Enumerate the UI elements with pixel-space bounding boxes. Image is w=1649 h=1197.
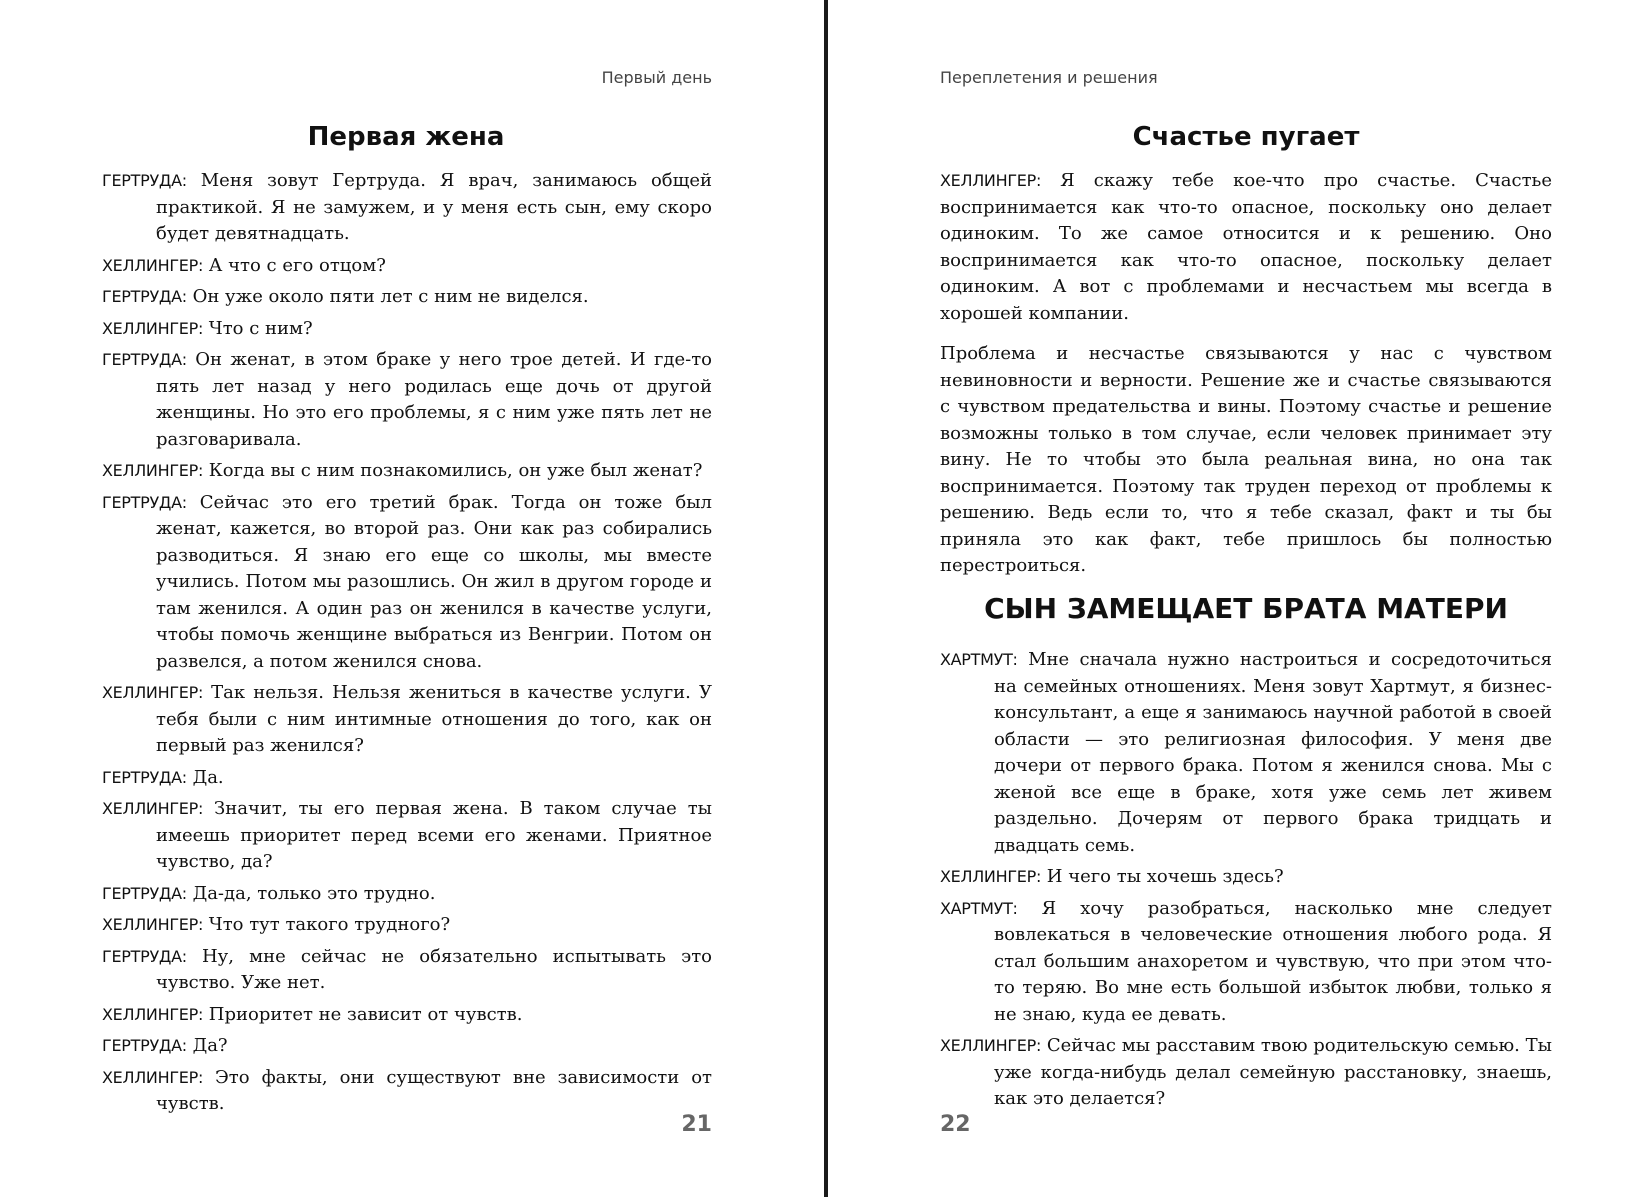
dialogue-line — [102, 1033, 712, 1060]
dialogue-text: Что с ним? — [208, 317, 313, 339]
dialogue-column — [102, 168, 712, 1123]
section-title: СЫН ЗАМЕЩАЕТ БРАТА МАТЕРИ — [984, 592, 1508, 625]
dialogue-line — [102, 680, 712, 760]
speaker-label: ГЕРТРУДА: — [102, 946, 187, 966]
speaker-label: ХЕЛЛИНГЕР: — [940, 867, 1042, 886]
dialogue-line — [102, 168, 712, 248]
dialogue-line — [102, 1002, 712, 1029]
dialogue-text: Это факты, они существуют вне зависимости от чувств. — [156, 1066, 712, 1114]
dialogue-line — [102, 284, 712, 311]
dialogue-text: Меня зовут Гертруда. Я врач, занимаюсь общей практикой. Я не замужем, и у меня есть сын, ему скоро будет девятнадцать. — [156, 170, 712, 244]
chapter-title: Первая жена — [307, 122, 505, 152]
dialogue-text: Сейчас мы расставим твою родительскую семью. Ты уже когда-нибудь делал семейную расстановку, знаешь, как это делается? — [994, 1035, 1552, 1109]
dialogue-line — [102, 316, 712, 343]
dialogue-text: Да? — [192, 1035, 228, 1056]
speaker-label: ХЕЛЛИНГЕР: — [102, 318, 204, 338]
dialogue-text: Мне сначала нужно настроиться и сосредоточиться на семейных отношениях. Меня зовут Хартмут, я бизнес-консультант, а еще я занимаюсь научной работой в своей области — это религиозная философия. У меня две дочери от первого брака. Потом я женился снова. Мы с женой все еще в браке, хотя уже семь лет живем раздельно. Дочерям от первого брака тридцать и двадцать семь. — [994, 649, 1552, 856]
dialogue-text: Когда вы с ним познакомились, он уже был женат? — [208, 460, 703, 481]
dialogue-text: Значит, ты его первая жена. В таком случае ты имеешь приоритет перед всеми его женами. Приятное чувство, да? — [156, 798, 712, 872]
dialogue-line — [102, 1065, 712, 1118]
dialogue-line — [940, 864, 1552, 891]
dialogue-text: Приоритет не зависит от чувств. — [208, 1003, 523, 1025]
speaker-label: ХЕЛЛИНГЕР: — [102, 461, 204, 480]
text-column — [940, 168, 1552, 594]
speaker-label: ХЕЛЛИНГЕР: — [102, 683, 204, 702]
dialogue-text: Ну, мне сейчас не обязательно испытывать это чувство. Уже нет. — [156, 945, 712, 993]
dialogue-text: Я хочу разобраться, насколько мне следует вовлекаться в человеческие отношения любого рода. Я стал большим анахоретом и чувствую, что при этом что-то теряю. Во мне есть большой избыток любви, только я не знаю, куда ее девать. — [994, 897, 1552, 1025]
speaker-label: ХАРТМУТ: — [940, 898, 1018, 918]
dialogue-column — [940, 647, 1552, 1118]
speaker-label: ГЕРТРУДА: — [102, 767, 187, 787]
dialogue-line — [102, 765, 712, 792]
speaker-label: ХЕЛЛИНГЕР: — [102, 915, 204, 934]
speaker-label: ХЕЛЛИНГЕР: — [940, 1036, 1042, 1055]
speaker-label: ГЕРТРУДА: — [102, 492, 187, 512]
dialogue-text: Так нельзя. Нельзя жениться в качестве услуги. У тебя были с ним интимные отношения до того, как он первый раз женился? — [156, 682, 712, 756]
page-number: 21 — [681, 1112, 712, 1137]
speaker-label: ХАРТМУТ: — [940, 650, 1018, 669]
dialogue-text: А что с его отцом? — [208, 254, 386, 276]
dialogue-text: Да-да, только это трудно. — [192, 882, 436, 904]
speaker-label: ХЕЛЛИНГЕР: — [102, 799, 204, 818]
speaker-label: ХЕЛЛИНГЕР: — [102, 1067, 204, 1087]
dialogue-line — [102, 912, 712, 939]
speaker-label: ХЕЛЛИНГЕР: — [102, 255, 204, 275]
speaker-label: ГЕРТРУДА: — [102, 287, 187, 306]
left-page — [0, 0, 824, 1197]
speaker-label: ХЕЛЛИНГЕР: — [102, 1004, 204, 1024]
dialogue-line — [102, 490, 712, 676]
dialogue-line — [940, 1033, 1552, 1113]
body-paragraph: Проблема и несчастье связываются у нас с чувством невиновности и верности. Решение же и счастье связываются с чувством предательства и вины. Поэтому счастье и решение возможны только в том случае, если человек принимает эту вину. Не то чтобы это была реальная вина, но она так воспринимается. Поэтому так труден переход от проблемы к решению. Ведь если то, что я тебе сказал, факт и ты бы приняла это как факт, тебе пришлось бы полностью перестроиться. — [940, 343, 1552, 576]
dialogue-line — [102, 881, 712, 908]
speaker-label: ГЕРТРУДА: — [102, 171, 187, 190]
chapter-title: Счастье пугает — [1132, 122, 1360, 152]
dialogue-line — [940, 896, 1552, 1029]
dialogue-line — [102, 253, 712, 280]
speaker-label: ГЕРТРУДА: — [102, 883, 187, 903]
dialogue-text: Я скажу тебе кое-что про счастье. Счастье воспринимается как что-то опасное, поскольку оно делает одиноким. То же самое относится и к решению. Оно воспринимается как что-то опасное, поскольку делает одиноким. А вот с проблемами и несчастьем мы всегда в хорошей компании. — [940, 170, 1552, 324]
dialogue-line — [102, 458, 712, 485]
dialogue-text: Что тут такого трудного? — [208, 914, 451, 935]
right-page — [828, 0, 1649, 1197]
dialogue-text: Сейчас это его третий брак. Тогда он тоже был женат, кажется, во второй раз. Они как раз собирались разводиться. Я знаю его еще со школы, мы вместе учились. Потом мы разошлись. Он жил в другом городе и там женился. А один раз он женился в качестве услуги, чтобы помочь женщине выбраться из Венгрии. Потом он развелся, а потом женился снова. — [156, 491, 712, 672]
dialogue-line — [940, 647, 1552, 859]
dialogue-text: Он женат, в этом браке у него трое детей. И где-то пять лет назад у него родилась еще дочь от другой женщины. Но это его проблемы, я с ним уже пять лет не разговаривала. — [156, 349, 712, 450]
dialogue-text: Он уже около пяти лет с ним не виделся. — [192, 286, 589, 307]
dialogue-text: Да. — [192, 766, 224, 788]
speaker-label: ГЕРТРУДА: — [102, 350, 187, 369]
dialogue-line — [102, 347, 712, 453]
dialogue-line — [102, 796, 712, 876]
speaker-label: ХЕЛЛИНГЕР: — [940, 171, 1042, 190]
dialogue-text: И чего ты хочешь здесь? — [1046, 866, 1284, 887]
dialogue-line — [102, 944, 712, 997]
running-head: Переплетения и решения — [940, 68, 1158, 87]
running-head: Первый день — [601, 68, 712, 87]
page-number: 22 — [940, 1112, 971, 1137]
dialogue-paragraph — [940, 168, 1552, 327]
speaker-label: ГЕРТРУДА: — [102, 1036, 187, 1055]
